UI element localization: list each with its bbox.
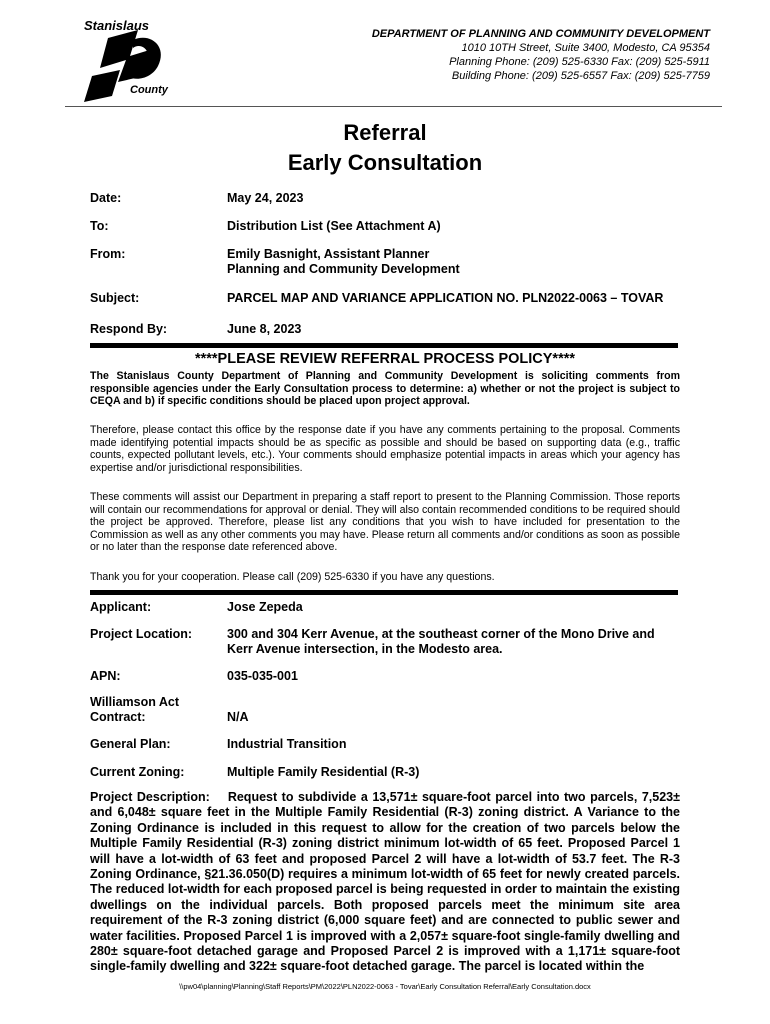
department-header bbox=[372, 27, 710, 83]
policy-divider bbox=[90, 343, 678, 348]
page-title bbox=[0, 118, 770, 178]
to-value: Distribution List (See Attachment A) bbox=[227, 219, 441, 233]
respond-label: Respond By: bbox=[90, 322, 168, 336]
project-description bbox=[90, 790, 680, 975]
williamson-value: N/A bbox=[227, 710, 249, 724]
planning-phone: Planning Phone: (209) 525-6330 Fax: (209) 525-5911 bbox=[449, 56, 710, 68]
title-line-1: Referral bbox=[343, 120, 427, 145]
description-label: Project Description: bbox=[90, 790, 210, 804]
header-divider bbox=[65, 106, 722, 107]
title-line-2: Early Consultation bbox=[287, 150, 483, 175]
building-phone: Building Phone: (209) 525-6557 Fax: (209) 525-7759 bbox=[451, 70, 710, 82]
williamson-label-1: Williamson Act bbox=[90, 695, 180, 709]
general-plan-label: General Plan: bbox=[90, 737, 171, 751]
applicant-label: Applicant: bbox=[90, 600, 152, 614]
from-value-2: Planning and Community Development bbox=[227, 262, 460, 276]
from-value-1: Emily Basnight, Assistant Planner bbox=[227, 247, 430, 261]
subject-label: Subject: bbox=[90, 291, 140, 305]
location-value: 300 and 304 Kerr Avenue, at the southeast corner of the Mono Drive and Kerr Avenue intersection, in the Modesto area. bbox=[227, 627, 655, 656]
policy-paragraph-4: Thank you for your cooperation. Please call (209) 525-6330 if you have any questions. bbox=[90, 571, 495, 583]
policy-paragraph-1: The Stanislaus County Department of Planning and Community Development is soliciting comments from responsible agencies under the Early Consultation process to determine: a) whether or not the project is subject to CEQA and b) if specific conditions should be placed upon project approval. bbox=[90, 370, 680, 407]
from-label: From: bbox=[90, 247, 126, 261]
description-text: Request to subdivide a 13,571± square-foot parcel into two parcels, 7,523± and 6,048± square feet in the Multiple Family Residential (R-3) zoning district. A Variance to the Zoning Ordinance is included in this request to allow for the creation of two parcels below the Multiple Family Residential (R-3) zoning district minimum lot-width of 65 feet. Proposed Parcel 1 will have a lot-width of 63 feet and proposed Parcel 2 will have a lot-width of 53.7 feet. The R-3 Zoning Ordinance, §21.36.050(D) requires a minimum lot-width of 65 feet for newly created parcels. The reduced lot-width for each proposed parcel is being requested in order to maintain the existing dwellings on the individual parcels. Both proposed parcels meet the minimum site area requirement of the R-3 zoning district (6,000 square feet) and are connected to public sewer and water facilities. Proposed Parcel 1 is improved with a 2,057± square-foot single-family dwelling and 280± square-foot detached garage and Proposed Parcel 2 is improved with a 1,171± square-foot single-family dwelling and 322± square-foot detached garage. The parcel is located within the bbox=[90, 790, 680, 974]
policy-title: ****PLEASE REVIEW REFERRAL PROCESS POLICY**** bbox=[194, 351, 576, 367]
policy-paragraph-2: Therefore, please contact this office by the response date if you have any comments pertaining to the proposal. Comments made identifying potential impacts should be as specific as possible and should be based on supporting data (e.g., traffic counts, expected pollutant levels, etc.). Your comments should emphasize potential impacts in areas which your agency has expertise and/or jurisdictional responsibilities. bbox=[90, 424, 680, 474]
footer-file-path: \\pw04\planning\Planning\Staff Reports\PM\2022\PLN2022-0063 - Tovar\Early Consultation Referral\Early Consultation.docx bbox=[179, 982, 591, 991]
subject-value: PARCEL MAP AND VARIANCE APPLICATION NO. PLN2022-0063 – TOVAR bbox=[227, 291, 664, 305]
policy-paragraph-3: These comments will assist our Department in preparing a staff report to present to the Planning Commission. Those reports will contain our recommendations for approval or denial. They will also contain recommended conditions to be required should the project be approved. Therefore, please list any conditions that you wish to have included for presentation to the Commission as well as any other comments you may have. Please return all comments and/or conditions as soon as possible or no later than the response date referenced above. bbox=[90, 491, 680, 553]
williamson-label-2: Contract: bbox=[90, 710, 146, 724]
date-value: May 24, 2023 bbox=[227, 191, 304, 205]
apn-label: APN: bbox=[90, 669, 121, 683]
department-title: DEPARTMENT OF PLANNING AND COMMUNITY DEVELOPMENT bbox=[371, 28, 710, 40]
zoning-label: Current Zoning: bbox=[90, 765, 185, 779]
to-label: To: bbox=[90, 219, 109, 233]
apn-value: 035-035-001 bbox=[227, 669, 298, 683]
logo-text-bottom: County bbox=[130, 84, 168, 96]
logo-text-top: Stanislaus bbox=[84, 18, 150, 33]
general-plan-value: Industrial Transition bbox=[227, 737, 347, 751]
location-label: Project Location: bbox=[90, 627, 193, 641]
applicant-value: Jose Zepeda bbox=[227, 600, 303, 614]
respond-value: June 8, 2023 bbox=[227, 322, 302, 336]
department-address: 1010 10TH Street, Suite 3400, Modesto, CA 95354 bbox=[461, 42, 710, 54]
zoning-value: Multiple Family Residential (R-3) bbox=[227, 765, 420, 779]
project-divider bbox=[90, 590, 678, 595]
county-logo bbox=[78, 16, 173, 104]
date-label: Date: bbox=[90, 191, 122, 205]
